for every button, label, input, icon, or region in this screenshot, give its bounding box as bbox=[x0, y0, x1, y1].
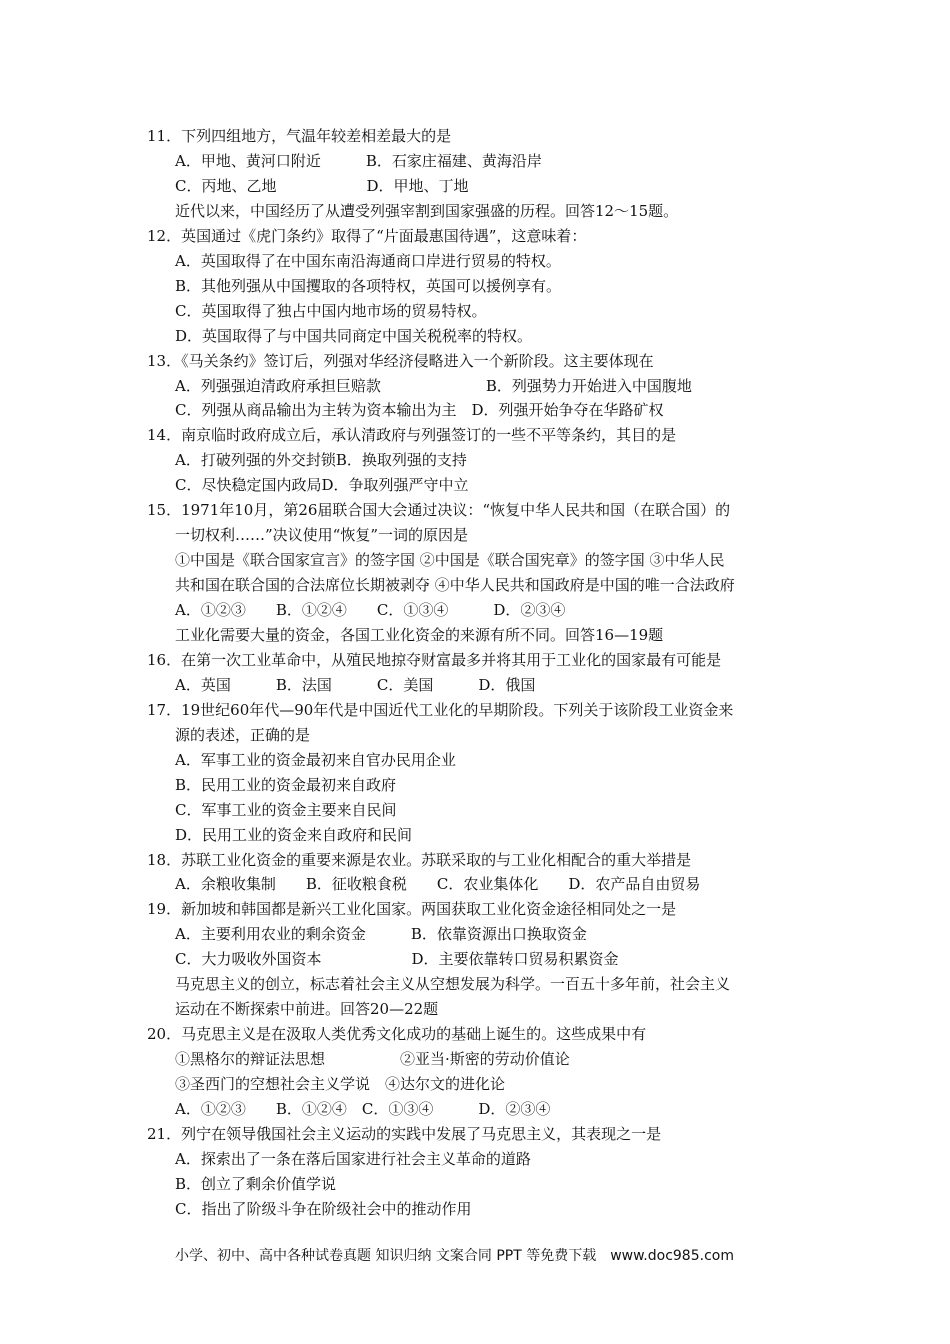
option-line: A．军事工业的资金最初来自官办民用企业 bbox=[175, 751, 456, 769]
question-17-cont: 源的表述，正确的是 bbox=[175, 726, 311, 744]
option-line: B．其他列强从中国攫取的各项特权，英国可以援例享有。 bbox=[175, 277, 562, 295]
option-line: A．列强强迫清政府承担巨赔款 B．列强势力开始进入中国腹地 bbox=[175, 377, 692, 395]
option-line: C．指出了阶级斗争在阶级社会中的推动作用 bbox=[175, 1200, 472, 1218]
passage-intro: 近代以来，中国经历了从遭受列强宰割到国家强盛的历程。回答12～15题。 bbox=[175, 202, 679, 220]
question-14: 14．南京临时政府成立后，承认清政府与列强签订的一些不平等条约，其目的是 bbox=[147, 426, 677, 444]
option-line: C．大力吸收外国资本 D．主要依靠转口贸易积累资金 bbox=[175, 950, 619, 968]
option-line: B．创立了剩余价值学说 bbox=[175, 1175, 337, 1193]
option-line: A．英国取得了在中国东南沿海通商口岸进行贸易的特权。 bbox=[175, 252, 561, 270]
question-20: 20．马克思主义是在汲取人类优秀文化成功的基础上诞生的。这些成果中有 bbox=[147, 1025, 647, 1043]
option-line: A．英国 B．法国 C．美国 D．俄国 bbox=[175, 676, 536, 694]
question-15: 15．1971年10月，第26届联合国大会通过决议：“恢复中华人民共和国（在联合国）的 bbox=[147, 501, 731, 519]
question-11: 11．下列四组地方，气温年较差相差最大的是 bbox=[147, 127, 452, 145]
question-17: 17．19世纪60年代—90年代是中国近代工业化的早期阶段。下列关于该阶段工业资金来 bbox=[147, 701, 734, 719]
passage-intro-cont: 运动在不断探索中前进。回答20—22题 bbox=[175, 1000, 439, 1018]
question-21: 21．列宁在领导俄国社会主义运动的实践中发展了马克思主义，其表现之一是 bbox=[147, 1125, 662, 1143]
question-13: 13．《马关条约》签订后，列强对华经济侵略进入一个新阶段。这主要体现在 bbox=[147, 352, 654, 370]
option-line: C．尽快稳定国内政局D．争取列强严守中立 bbox=[175, 476, 469, 494]
option-line: A．探索出了一条在落后国家进行社会主义革命的道路 bbox=[175, 1150, 531, 1168]
option-line: D．英国取得了与中国共同商定中国关税税率的特权。 bbox=[175, 327, 533, 345]
question-18: 18．苏联工业化资金的重要来源是农业。苏联采取的与工业化相配合的重大举措是 bbox=[147, 851, 692, 869]
option-line: B．民用工业的资金最初来自政府 bbox=[175, 776, 397, 794]
option-line: A．①②③ B．①②④ C．①③④ D．②③④ bbox=[175, 601, 566, 619]
passage-intro: 马克思主义的创立，标志着社会主义从空想发展为科学。一百五十多年前，社会主义 bbox=[175, 975, 731, 993]
option-line: C．军事工业的资金主要来自民间 bbox=[175, 801, 397, 819]
question-19: 19．新加坡和韩国都是新兴工业化国家。两国获取工业化资金途径相同处之一是 bbox=[147, 900, 677, 918]
question-20-statements: ③圣西门的空想社会主义学说 ④达尔文的进化论 bbox=[175, 1075, 506, 1093]
option-line: A．甲地、黄河口附近 B．石家庄福建、黄海沿岸 bbox=[175, 152, 542, 170]
question-20-statements: ①黑格尔的辩证法思想 ②亚当·斯密的劳动价值论 bbox=[175, 1050, 570, 1068]
option-line: C．丙地、乙地 D．甲地、丁地 bbox=[175, 177, 469, 195]
option-line: A．打破列强的外交封锁B．换取列强的支持 bbox=[175, 451, 467, 469]
passage-intro: 工业化需要大量的资金，各国工业化资金的来源有所不同。回答16—19题 bbox=[175, 626, 664, 644]
option-line: A．①②③ B．①②④ C．①③④ D．②③④ bbox=[175, 1100, 551, 1118]
option-line: A．主要利用农业的剩余资金 B．依靠资源出口换取资金 bbox=[175, 925, 587, 943]
question-15-cont: 一切权利……”决议使用“恢复”一词的原因是 bbox=[175, 526, 469, 544]
question-15-statements: 共和国在联合国的合法席位长期被剥夺 ④中华人民共和国政府是中国的唯一合法政府 bbox=[175, 576, 735, 594]
option-line: C．英国取得了独占中国内地市场的贸易特权。 bbox=[175, 302, 487, 320]
question-16: 16．在第一次工业革命中，从殖民地掠夺财富最多并将其用于工业化的国家最有可能是 bbox=[147, 651, 722, 669]
option-line: D．民用工业的资金来自政府和民间 bbox=[175, 826, 413, 844]
page-footer: 小学、初中、高中各种试卷真题 知识归纳 文案合同 PPT 等免费下载 www.doc985.com bbox=[175, 1248, 734, 1264]
question-12: 12．英国通过《虎门条约》取得了“片面最惠国待遇”，这意味着： bbox=[147, 227, 587, 245]
option-line: A．余粮收集制 B．征收粮食税 C．农业集体化 D．农产品自由贸易 bbox=[175, 875, 701, 893]
option-line: C．列强从商品输出为主转为资本输出为主 D．列强开始争夺在华路矿权 bbox=[175, 401, 664, 419]
question-15-statements: ①中国是《联合国家宣言》的签字国 ②中国是《联合国宪章》的签字国 ③中华人民 bbox=[175, 551, 725, 569]
